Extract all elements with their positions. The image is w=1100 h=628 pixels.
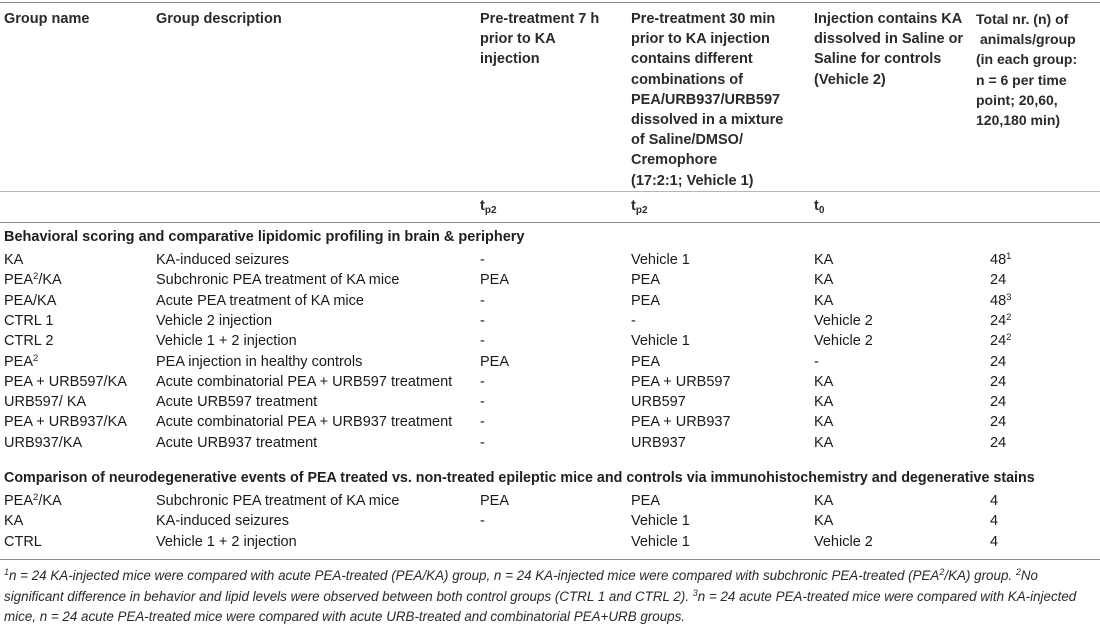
cell-text: KA-induced seizures <box>156 513 289 530</box>
group-name-cell <box>4 374 127 390</box>
injection-cell <box>814 272 833 288</box>
table-top-rule <box>0 2 1100 3</box>
total-animals-cell <box>990 534 998 550</box>
pretreatment-30min-cell <box>631 534 690 550</box>
group-name-cell <box>4 272 62 288</box>
injection-cell <box>814 394 833 410</box>
cell-text: CTRL 2 <box>4 333 54 350</box>
cell-text: - <box>814 353 819 370</box>
footnote-marker: 2 <box>939 567 945 577</box>
cell-text: - <box>480 252 485 268</box>
cell-text: Acute combinatorial PEA + URB597 treatment <box>156 373 453 390</box>
pretreatment-30min-cell <box>631 252 690 268</box>
cell-text: Vehicle 1 + 2 injection <box>156 533 297 550</box>
cell-text: Acute PEA treatment of KA mice <box>156 292 364 309</box>
cell-text: CTRL <box>4 533 42 550</box>
footnote-text: n = 24 KA-injected mice were compared with acute PEA-treated (PEA/KA) group, n = 24 KA-injected mice were compared with subchronic PEA-treated (PEA <box>9 568 940 583</box>
injection-cell <box>814 333 873 349</box>
header-line: n = 6 per time <box>976 71 1067 88</box>
superscript: 3 <box>1006 291 1012 303</box>
table-row <box>0 493 1100 513</box>
cell-text: 24 <box>990 373 1007 390</box>
cell-text: - <box>480 373 485 390</box>
group-description-cell <box>156 513 289 529</box>
group-name-cell <box>4 252 23 268</box>
cell-text: PEA <box>631 272 661 289</box>
timepoint-subscript: 0 <box>818 205 825 216</box>
timepoint-t: t <box>814 198 819 214</box>
cell-text: - <box>480 333 485 350</box>
group-description-cell <box>156 313 272 329</box>
cell-text: Vehicle 1 <box>631 533 690 550</box>
group-description-cell <box>156 414 452 430</box>
pretreatment-7h-cell <box>480 513 485 529</box>
group-description-cell <box>156 293 364 309</box>
cell-text: 4 <box>990 513 999 530</box>
footnote-text: /KA) group. <box>944 568 1016 583</box>
pretreatment-7h-cell <box>480 272 509 288</box>
cell-text: Vehicle 2 <box>814 533 873 550</box>
group-description-cell <box>156 374 452 390</box>
header-line: Saline for controls <box>814 51 942 68</box>
cell-text: Subchronic PEA treatment of KA mice <box>156 493 400 509</box>
cell-text: 24 <box>990 434 1007 451</box>
cell-text: 48 <box>990 292 1007 309</box>
cell-text: 24 <box>990 333 1007 350</box>
group-name-cell <box>4 435 82 451</box>
table-row <box>0 252 1100 272</box>
total-animals-cell <box>990 435 1006 451</box>
group-description-cell <box>156 252 289 268</box>
cell-text: PEA <box>480 493 510 509</box>
pretreatment-7h-cell <box>480 435 485 451</box>
cell-text: 24 <box>990 353 1007 370</box>
cell-text: PEA + URB597/KA <box>4 373 127 390</box>
section-title: Behavioral scoring and comparative lipidomic profiling in brain & periphery <box>4 229 525 245</box>
injection-cell <box>814 313 873 329</box>
total-animals-cell <box>990 493 998 509</box>
cell-text: Subchronic PEA treatment of KA mice <box>156 272 400 289</box>
group-name-cell <box>4 293 56 309</box>
cell-text: URB597/ KA <box>4 394 87 411</box>
cell-text: KA <box>814 292 834 309</box>
cell-text: Vehicle 2 injection <box>156 312 273 329</box>
cell-text: KA <box>814 434 834 451</box>
pretreatment-30min-cell <box>631 333 690 349</box>
pretreatment-30min-cell <box>631 414 731 430</box>
superscript: 2 <box>33 492 39 503</box>
cell-text: URB597 <box>631 394 686 411</box>
header-line: animals/group <box>980 31 1076 48</box>
cell-text: KA <box>814 272 834 289</box>
header-line: PEA/URB937/URB597 <box>631 91 781 108</box>
header-line: dissolved in Saline or <box>814 31 964 48</box>
header-group-name: Group name <box>4 11 90 27</box>
total-animals-cell <box>990 272 1006 288</box>
cell-text: KA <box>4 513 24 530</box>
group-name-cell <box>4 354 38 370</box>
cell-text: Vehicle 1 <box>631 252 690 268</box>
cell-text: /KA <box>38 493 62 509</box>
injection-cell <box>814 513 833 529</box>
footnote-text: No significant difference in behavior and lipid levels were observed between both control groups (CTRL 1 and CTRL 2). <box>4 568 1038 604</box>
cell-text: URB937 <box>631 434 686 451</box>
pretreatment-7h-cell <box>480 414 485 430</box>
injection-cell <box>814 534 873 550</box>
pretreatment-30min-cell <box>631 354 660 370</box>
cell-text: - <box>480 312 485 329</box>
group-name-cell <box>4 394 86 410</box>
cell-text: PEA <box>480 272 510 289</box>
cell-text: KA <box>814 493 834 509</box>
total-animals-cell <box>990 394 1006 410</box>
header-line: injection <box>480 51 540 68</box>
group-name-cell <box>4 313 53 329</box>
pretreatment-30min-cell <box>631 272 660 288</box>
cell-text: KA-induced seizures <box>156 252 289 268</box>
group-name-cell <box>4 333 53 349</box>
footnote-text: n = 24 acute PEA-treated mice were compared with KA-injected mice, n = 24 acute PEA-treated mice were compared with acute URB-treated and combinatorial PEA+URB groups. <box>4 588 1077 624</box>
pretreatment-30min-cell <box>631 513 690 529</box>
header-line: Pre-treatment 30 min <box>631 11 776 27</box>
total-animals-cell <box>990 313 1011 329</box>
cell-text: PEA <box>631 493 661 509</box>
group-name-cell <box>4 513 23 529</box>
total-animals-cell <box>990 374 1006 390</box>
cell-text: 24 <box>990 312 1007 329</box>
cell-text: PEA + URB937 <box>631 414 731 431</box>
cell-text: /KA <box>38 272 62 289</box>
table-row <box>0 354 1100 374</box>
cell-text: CTRL 1 <box>4 312 54 329</box>
group-name-cell <box>4 534 42 550</box>
pretreatment-30min-cell <box>631 374 731 390</box>
group-description-cell <box>156 493 399 509</box>
header-line: contains different <box>631 51 753 68</box>
cell-text: PEA <box>480 353 510 370</box>
table-row <box>0 313 1100 333</box>
header-line: 120,180 min) <box>976 112 1061 129</box>
group-name-cell <box>4 414 127 430</box>
header-line: Cremophore <box>631 152 718 169</box>
header-line: Total nr. (n) of <box>976 11 1069 27</box>
cell-text: - <box>631 312 636 329</box>
injection-cell <box>814 252 833 268</box>
cell-text: Vehicle 1 <box>631 513 690 530</box>
pretreatment-7h-cell <box>480 354 509 370</box>
cell-text: Vehicle 2 <box>814 312 873 329</box>
table-row <box>0 272 1100 292</box>
cell-text: KA <box>4 252 24 268</box>
header-injection <box>814 9 963 90</box>
cell-text: PEA injection in healthy controls <box>156 353 363 370</box>
table-row <box>0 414 1100 434</box>
cell-text: URB937/KA <box>4 434 83 451</box>
cell-text: PEA/KA <box>4 292 57 309</box>
injection-cell <box>814 293 833 309</box>
cell-text: 24 <box>990 272 1007 289</box>
cell-text: PEA <box>4 272 34 289</box>
timepoint-subscript: p2 <box>484 205 497 216</box>
pretreatment-30min-cell <box>631 493 660 509</box>
cell-text: KA <box>814 252 834 268</box>
table-bottom-rule <box>0 559 1100 560</box>
group-description-cell <box>156 534 297 550</box>
total-animals-cell <box>990 414 1006 430</box>
timepoint-injection <box>814 198 824 214</box>
header-line: dissolved in a mixture <box>631 112 784 129</box>
timepoint-t: t <box>480 198 485 214</box>
cell-text: KA <box>814 414 834 431</box>
injection-cell <box>814 414 833 430</box>
subheader-rule <box>0 191 1100 192</box>
pretreatment-30min-cell <box>631 293 660 309</box>
section-title: Comparison of neurodegenerative events of PEA treated vs. non-treated epileptic mice and controls via immunohistochemistry and degenerative stains <box>4 470 1035 486</box>
timepoint-pretreat-30min <box>631 198 648 214</box>
cell-text: PEA + URB937/KA <box>4 414 127 431</box>
injection-cell <box>814 374 833 390</box>
group-name-cell <box>4 493 62 509</box>
group-description-cell <box>156 394 317 410</box>
cell-text: - <box>480 434 485 451</box>
cell-text: PEA <box>631 353 661 370</box>
cell-text: - <box>480 292 485 309</box>
table-row <box>0 394 1100 414</box>
superscript: 2 <box>1006 311 1012 323</box>
table-row <box>0 534 1100 554</box>
superscript: 2 <box>33 352 39 364</box>
header-line: Pre-treatment 7 h <box>480 11 600 27</box>
cell-text: KA <box>814 394 834 411</box>
pretreatment-7h-cell <box>480 493 509 509</box>
cell-text: 24 <box>990 414 1007 431</box>
injection-cell <box>814 354 819 370</box>
cell-text: Acute URB937 treatment <box>156 434 318 451</box>
header-total <box>976 9 1077 130</box>
cell-text: - <box>480 513 485 530</box>
header-group-description: Group description <box>156 11 282 27</box>
cell-text: 48 <box>990 252 1007 268</box>
pretreatment-30min-cell <box>631 313 636 329</box>
header-pretreatment-7h <box>480 9 599 70</box>
cell-text: Vehicle 2 <box>814 333 873 350</box>
cell-text: - <box>480 394 485 411</box>
table-row <box>0 293 1100 313</box>
cell-text: 24 <box>990 394 1007 411</box>
table-row <box>0 435 1100 455</box>
header-bottom-rule <box>0 222 1100 223</box>
cell-text: - <box>480 414 485 431</box>
superscript: 2 <box>1006 332 1012 344</box>
cell-text: KA <box>814 513 834 530</box>
cell-text: Vehicle 1 <box>631 333 690 350</box>
cell-text: PEA <box>631 292 661 309</box>
header-line: (17:2:1; Vehicle 1) <box>631 172 754 189</box>
cell-text: 4 <box>990 533 999 550</box>
cell-text: PEA <box>4 493 34 509</box>
footnote-marker: 3 <box>692 587 698 598</box>
timepoint-subscript: p2 <box>635 205 648 216</box>
injection-cell <box>814 493 833 509</box>
pretreatment-7h-cell <box>480 293 485 309</box>
header-line: Injection contains KA <box>814 11 963 27</box>
group-description-cell <box>156 435 317 451</box>
group-description-cell <box>156 272 399 288</box>
table-row <box>0 333 1100 353</box>
footnote-marker: 2 <box>1015 567 1021 577</box>
pretreatment-7h-cell <box>480 394 485 410</box>
pretreatment-7h-cell <box>480 333 485 349</box>
injection-cell <box>814 435 833 451</box>
header-line: (in each group: <box>976 51 1078 68</box>
superscript: 1 <box>1006 251 1012 262</box>
pretreatment-30min-cell <box>631 435 686 451</box>
header-pretreatment-30min <box>631 9 783 191</box>
cell-text: Acute URB597 treatment <box>156 394 318 411</box>
header-line: combinations of <box>631 71 743 88</box>
total-animals-cell <box>990 354 1006 370</box>
pretreatment-7h-cell <box>480 313 485 329</box>
header-line: prior to KA <box>480 31 556 48</box>
table-row <box>0 374 1100 394</box>
superscript: 2 <box>33 271 39 283</box>
timepoint-t: t <box>631 198 636 214</box>
cell-text: PEA + URB597 <box>631 373 731 390</box>
cell-text: Vehicle 1 + 2 injection <box>156 333 297 350</box>
footnote-marker: 1 <box>4 567 10 577</box>
header-line: of Saline/DMSO/ <box>631 132 743 149</box>
cell-text: 4 <box>990 493 999 509</box>
group-description-cell <box>156 354 362 370</box>
header-line: prior to KA injection <box>631 31 770 48</box>
total-animals-cell <box>990 513 998 529</box>
cell-text: KA <box>814 373 834 390</box>
header-line: point; 20,60, <box>976 91 1058 108</box>
table-footnote <box>4 566 1096 628</box>
total-animals-cell <box>990 333 1011 349</box>
cell-text: PEA <box>4 353 34 370</box>
pretreatment-7h-cell <box>480 374 485 390</box>
timepoint-pretreat-7h <box>480 198 497 214</box>
table-row <box>0 513 1100 533</box>
pretreatment-30min-cell <box>631 394 686 410</box>
pretreatment-7h-cell <box>480 252 485 268</box>
total-animals-cell <box>990 252 1011 268</box>
total-animals-cell <box>990 293 1011 309</box>
group-description-cell <box>156 333 297 349</box>
header-line: (Vehicle 2) <box>814 71 886 88</box>
cell-text: Acute combinatorial PEA + URB937 treatment <box>156 414 453 431</box>
